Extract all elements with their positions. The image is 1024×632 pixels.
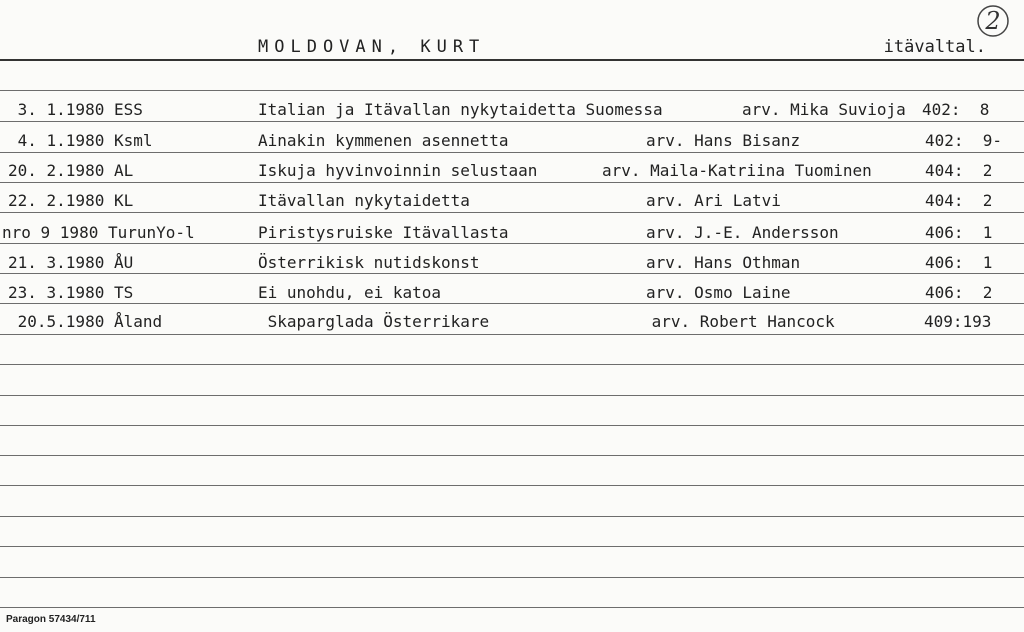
entry-date-source: 20. 2.1980 AL (8, 161, 134, 180)
entry-title: Piristysruiske Itävallasta (258, 223, 509, 242)
ruled-line (0, 607, 1024, 608)
entry-reference: 402: 8 (922, 100, 990, 119)
ruled-line (0, 425, 1024, 426)
ruled-line (0, 455, 1024, 456)
ruled-line (0, 121, 1024, 122)
entry-reference: 406: 1 (925, 253, 993, 272)
ruled-line (0, 243, 1024, 244)
entry-reference: 404: 2 (925, 161, 993, 180)
entry-reviewer: arv. Hans Bisanz (646, 131, 801, 150)
entry-reviewer: arv. Hans Othman (646, 253, 801, 272)
ruled-line (0, 182, 1024, 183)
entry-reference: 406: 1 (925, 223, 993, 242)
entry-reviewer: arv. Robert Hancock (642, 312, 835, 331)
entry-title: Österrikisk nutidskonst (258, 253, 480, 272)
page-number: 2 (985, 7, 1001, 35)
entry-reviewer: arv. Osmo Laine (646, 283, 791, 302)
entry-reference: 406: 2 (925, 283, 993, 302)
entry-reference: 402: 9- (925, 131, 1003, 150)
ruled-line (0, 303, 1024, 304)
entry-date-source: 4. 1.1980 Ksml (8, 131, 153, 150)
print-mark: Paragon 57434/711 (6, 614, 96, 625)
entry-title: Skaparglada Österrikare (258, 312, 490, 331)
ruled-line (0, 90, 1024, 91)
page-number-mark (976, 4, 1010, 38)
entry-title: Iskuja hyvinvoinnin selustaan (258, 161, 538, 180)
ruled-line (0, 546, 1024, 547)
ruled-line (0, 334, 1024, 335)
entry-reference: 409:193 (924, 312, 992, 331)
entry-title: Italian ja Itävallan nykytaidetta Suomessa (258, 100, 663, 119)
entry-reviewer: arv. Ari Latvi (646, 191, 781, 210)
entry-reviewer: arv. J.-E. Andersson (646, 223, 839, 242)
ruled-line (0, 212, 1024, 213)
entry-date-source: 23. 3.1980 TS (8, 283, 134, 302)
entry-title: Ei unohdu, ei katoa (258, 283, 442, 302)
header-rule (0, 59, 1024, 61)
category-label: itävaltal. (883, 37, 986, 57)
entry-date-source: 21. 3.1980 ÅU (8, 253, 134, 272)
entry-reference: 404: 2 (925, 191, 993, 210)
entry-date-source: 3. 1.1980 ESS (8, 100, 143, 119)
ruled-line (0, 577, 1024, 578)
ruled-line (0, 273, 1024, 274)
entry-title: Itävallan nykytaidetta (258, 191, 470, 210)
ruled-line (0, 152, 1024, 153)
entry-reviewer: arv. Maila-Katriina Tuominen (602, 161, 872, 180)
entry-date-source: 22. 2.1980 KL (8, 191, 134, 210)
entry-reviewer: arv. Mika Suvioja (742, 100, 906, 119)
ruled-line (0, 395, 1024, 396)
ruled-line (0, 485, 1024, 486)
artist-name: MOLDOVAN, KURT (258, 37, 486, 57)
entry-date-source: 20.5.1980 Åland (8, 312, 163, 331)
entry-title: Ainakin kymmenen asennetta (258, 131, 509, 150)
ruled-line (0, 364, 1024, 365)
ruled-line (0, 516, 1024, 517)
entry-date-source: nro 9 1980 TurunYo-l (2, 223, 195, 242)
